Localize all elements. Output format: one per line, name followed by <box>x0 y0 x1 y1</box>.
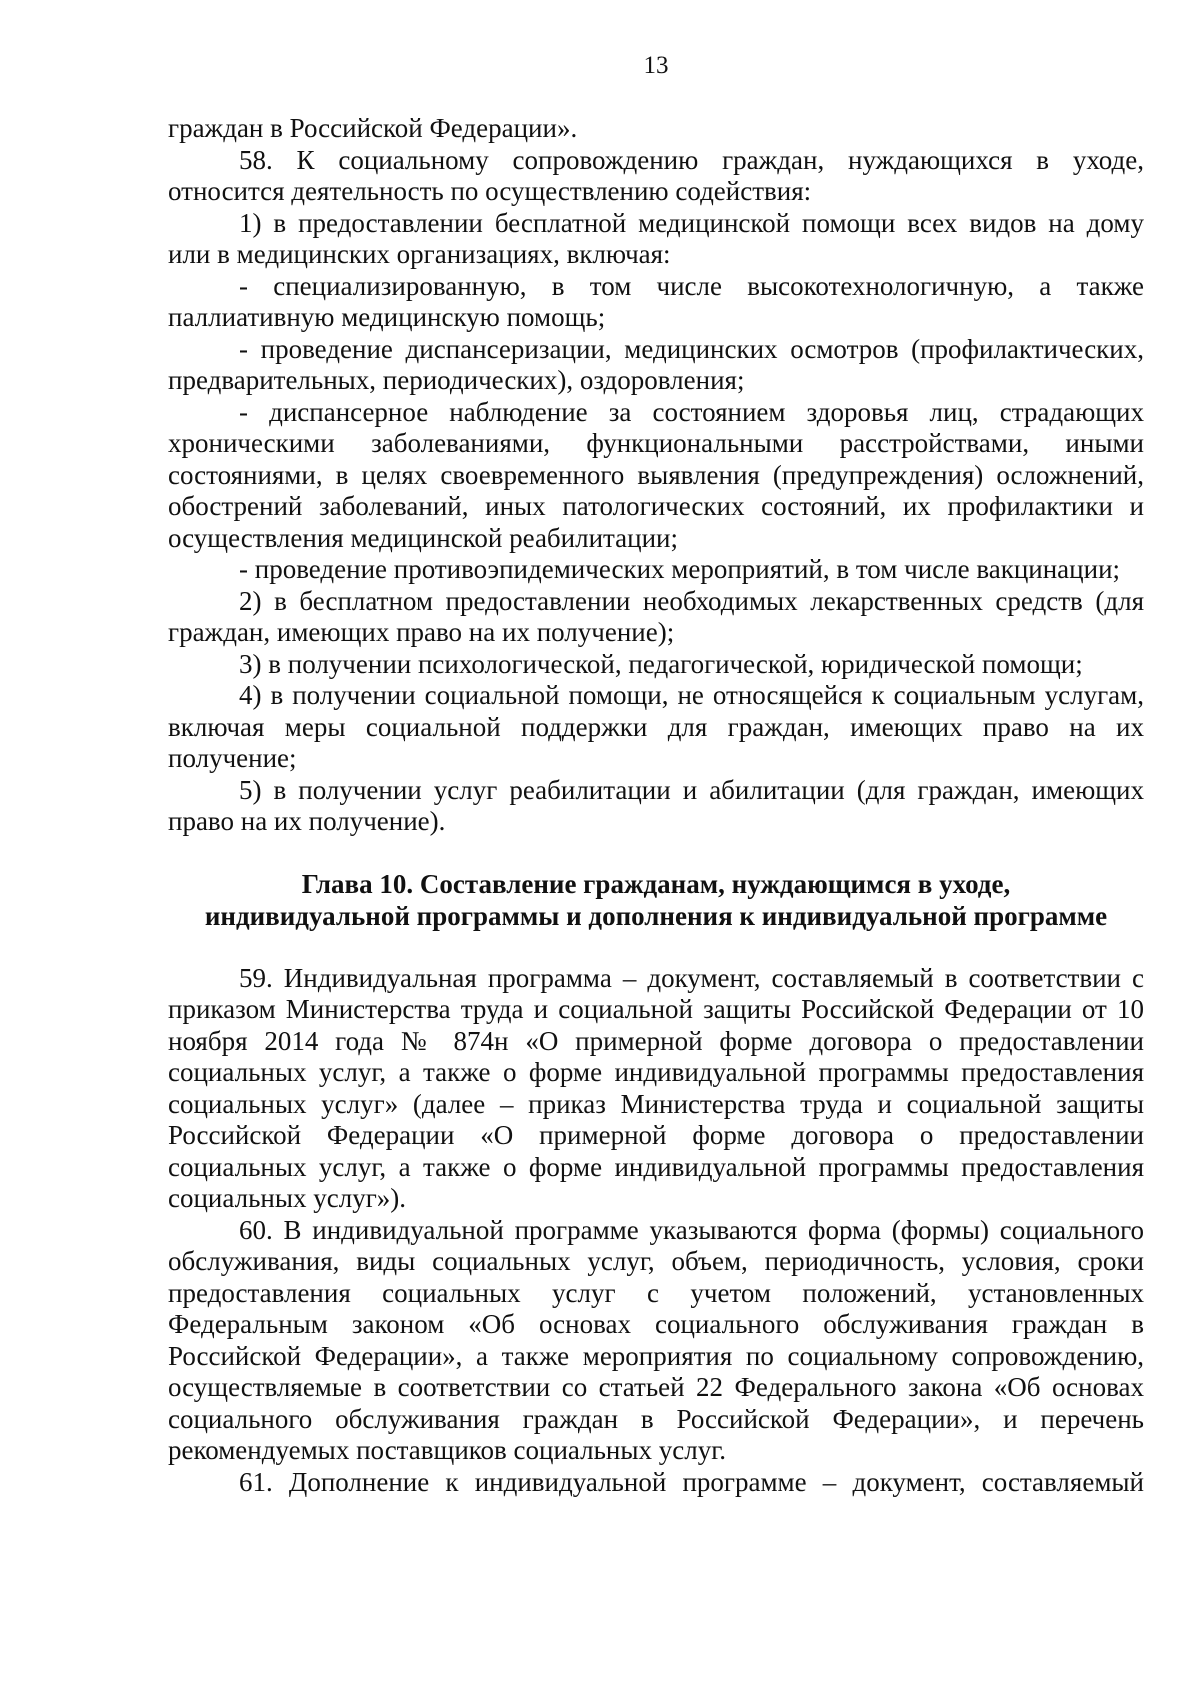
paragraph: 1) в предоставлении бесплатной медицинской помощи всех видов на дому или в медицинских организациях, включая: <box>168 207 1144 269</box>
paragraph: 61. Дополнение к индивидуальной программе – документ, составляемый <box>239 1466 1144 1497</box>
page-number: 13 <box>643 52 669 79</box>
paragraph: 58. К социальному сопровождению граждан, нуждающихся в уходе, относится деятельность по осуществлению содействия: <box>168 144 1144 206</box>
paragraph: 2) в бесплатном предоставлении необходимых лекарственных средств (для граждан, имеющих право на их получение); <box>168 585 1144 647</box>
chapter-heading-line-2: индивидуальной программы и дополнения к индивидуальной программе <box>204 900 1108 931</box>
body-text-before-chapter <box>168 113 1144 838</box>
paragraph: - проведение диспансеризации, медицинских осмотров (профилактических, предварительных, периодических), оздоровления; <box>168 333 1144 395</box>
paragraph: 5) в получении услуг реабилитации и абилитации (для граждан, имеющих право на их получение). <box>168 774 1144 836</box>
body-text-after-chapter <box>168 963 1144 1499</box>
document-page <box>168 52 1144 1498</box>
paragraph: 59. Индивидуальная программа – документ, составляемый в соответствии с приказом Министерства труда и социальной защиты Российской Федерации от 10 ноября 2014 года № 874н «О примерной форме договора о предоставлении социальных услуг, а также о форме индивидуальной программы предоставления социальных услуг» (далее – приказ Министерства труда и социальной защиты Российской Федерации «О примерной форме договора о предоставлении социальных услуг, а также о форме индивидуальной программы предоставления социальных услуг»). <box>168 962 1144 1213</box>
paragraph: - специализированную, в том числе высокотехнологичную, а также паллиативную медицинскую помощь; <box>168 270 1144 332</box>
paragraph: 3) в получении психологической, педагогической, юридической помощи; <box>239 648 1083 679</box>
paragraph: граждан в Российской Федерации». <box>168 113 578 143</box>
paragraph: 4) в получении социальной помощи, не относящейся к социальным услугам, включая меры социальной поддержки для граждан, имеющих право на их получение; <box>168 680 1144 773</box>
chapter-heading <box>168 868 1144 932</box>
paragraph: 60. В индивидуальной программе указываются форма (формы) социального обслуживания, виды социальных услуг, объем, периодичность, условия, сроки предоставления социальных услуг с учетом положений, установленных Федеральным законом «Об основах социального обслуживания граждан в Российской Федерации», а также мероприятия по социальному сопровождению, осуществляемые в соответствии со статьей 22 Федерального закона «Об основах социального обслуживания граждан в Российской Федерации», и перечень рекомендуемых поставщиков социальных услуг. <box>168 1214 1144 1465</box>
chapter-heading-line-1: Глава 10. Составление гражданам, нуждающимся в уходе, <box>301 868 1011 899</box>
paragraph: - проведение противоэпидемических мероприятий, в том числе вакцинации; <box>239 554 1121 584</box>
paragraph: - диспансерное наблюдение за состоянием здоровья лиц, страдающих хроническими заболеваниями, функциональными расстройствами, иными состояниями, в целях своевременного выявления (предупреждения) осложнений, обострений заболеваний, иных патологических состояний, их профилактики и осуществления медицинской реабилитации; <box>168 396 1144 553</box>
